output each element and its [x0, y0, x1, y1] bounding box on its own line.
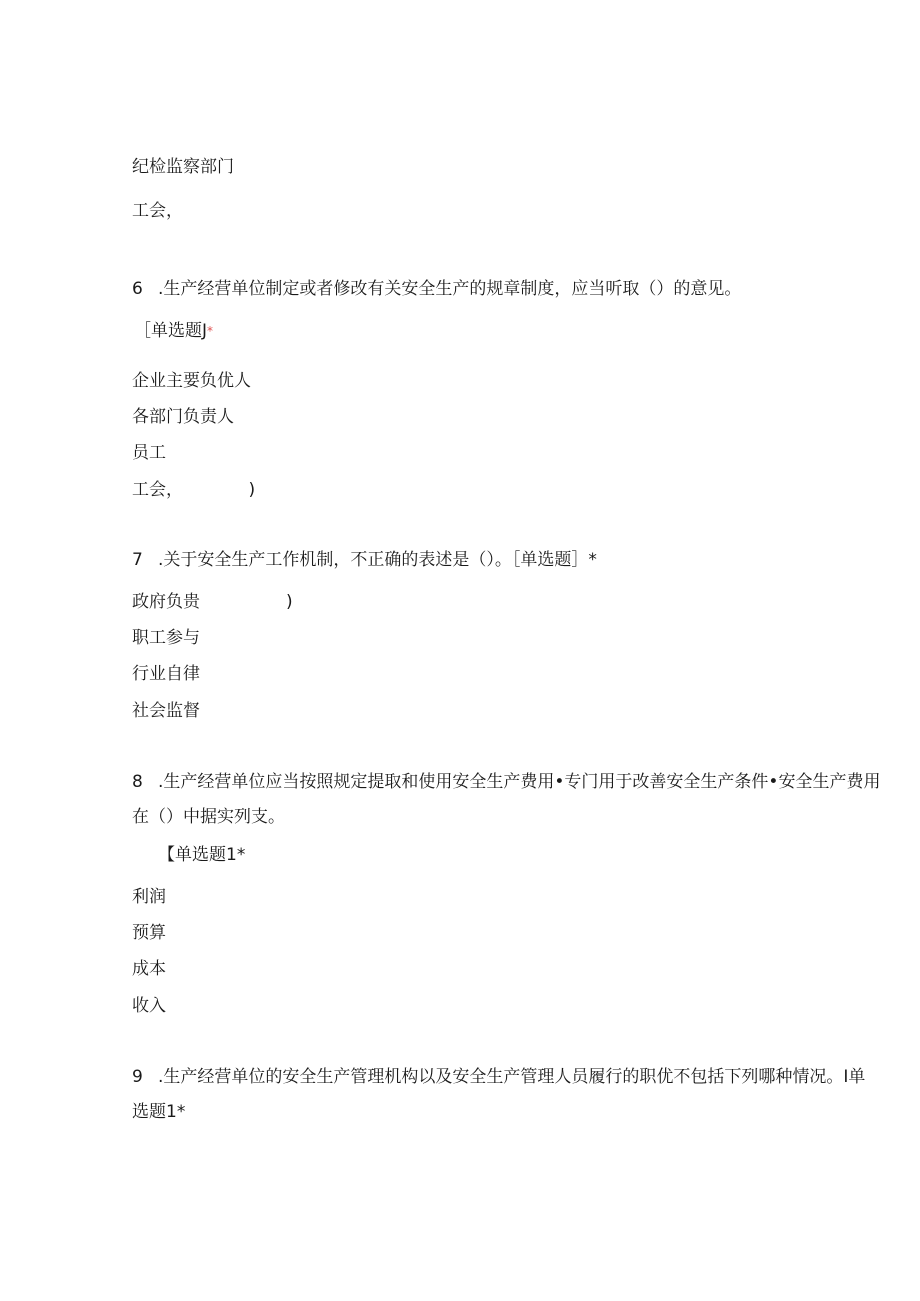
question-text: .生产经营单位制定或者修改有关安全生产的规章制度，应当听取（）的意见。 [158, 279, 742, 299]
option-q6-1[interactable]: 企业主要负优人 [132, 371, 251, 391]
option-tail: ) [248, 480, 256, 500]
option-q6-2[interactable]: 各部门负责人 [132, 407, 234, 427]
question-type-label: 【单选题1* [158, 845, 246, 865]
option-q8-1[interactable]: 利润 [132, 887, 166, 907]
option-prev-1[interactable]: 纪检监察部门 [132, 157, 234, 177]
question-9 [132, 1066, 865, 1088]
question-8-line2: 在（）中据实列支。 [132, 807, 285, 827]
question-7 [132, 549, 597, 571]
option-q8-3[interactable]: 成本 [132, 959, 166, 979]
question-type-label [134, 320, 213, 342]
question-number: 7 [132, 550, 143, 570]
option-q7-2[interactable]: 职工参与 [132, 628, 200, 648]
question-9-line2: 选题1* [132, 1102, 186, 1122]
question-text: .关于安全生产工作机制，不正确的表述是（）。［单选题］* [158, 550, 597, 570]
option-text: 政府负贵 [132, 592, 200, 612]
option-q6-4[interactable] [132, 479, 255, 501]
option-q7-4[interactable]: 社会监督 [132, 701, 200, 721]
option-text: 工会， [132, 480, 175, 500]
question-number: 9 [132, 1067, 143, 1087]
question-text: .生产经营单位应当按照规定提取和使用安全生产费用•专门用于改善安全生产条件•安全生产费用 [158, 772, 881, 792]
type-label-text: ［单选题J [134, 321, 208, 341]
option-tail: ) [286, 592, 293, 612]
question-6 [132, 278, 741, 300]
question-text: .生产经营单位的安全生产管理机构以及安全生产管理人员履行的职优不包括下列哪种情况。I单 [158, 1067, 866, 1087]
required-star: * [207, 324, 214, 338]
option-q6-3[interactable]: 员工 [132, 443, 166, 463]
option-q8-4[interactable]: 收入 [132, 996, 166, 1016]
question-number: 6 [132, 279, 143, 299]
question-8 [132, 771, 880, 793]
question-number: 8 [132, 772, 143, 792]
option-q7-3[interactable]: 行业自律 [132, 664, 200, 684]
option-prev-2[interactable]: 工会， [132, 201, 183, 221]
option-q7-1[interactable] [132, 591, 293, 613]
option-q8-2[interactable]: 预算 [132, 923, 166, 943]
